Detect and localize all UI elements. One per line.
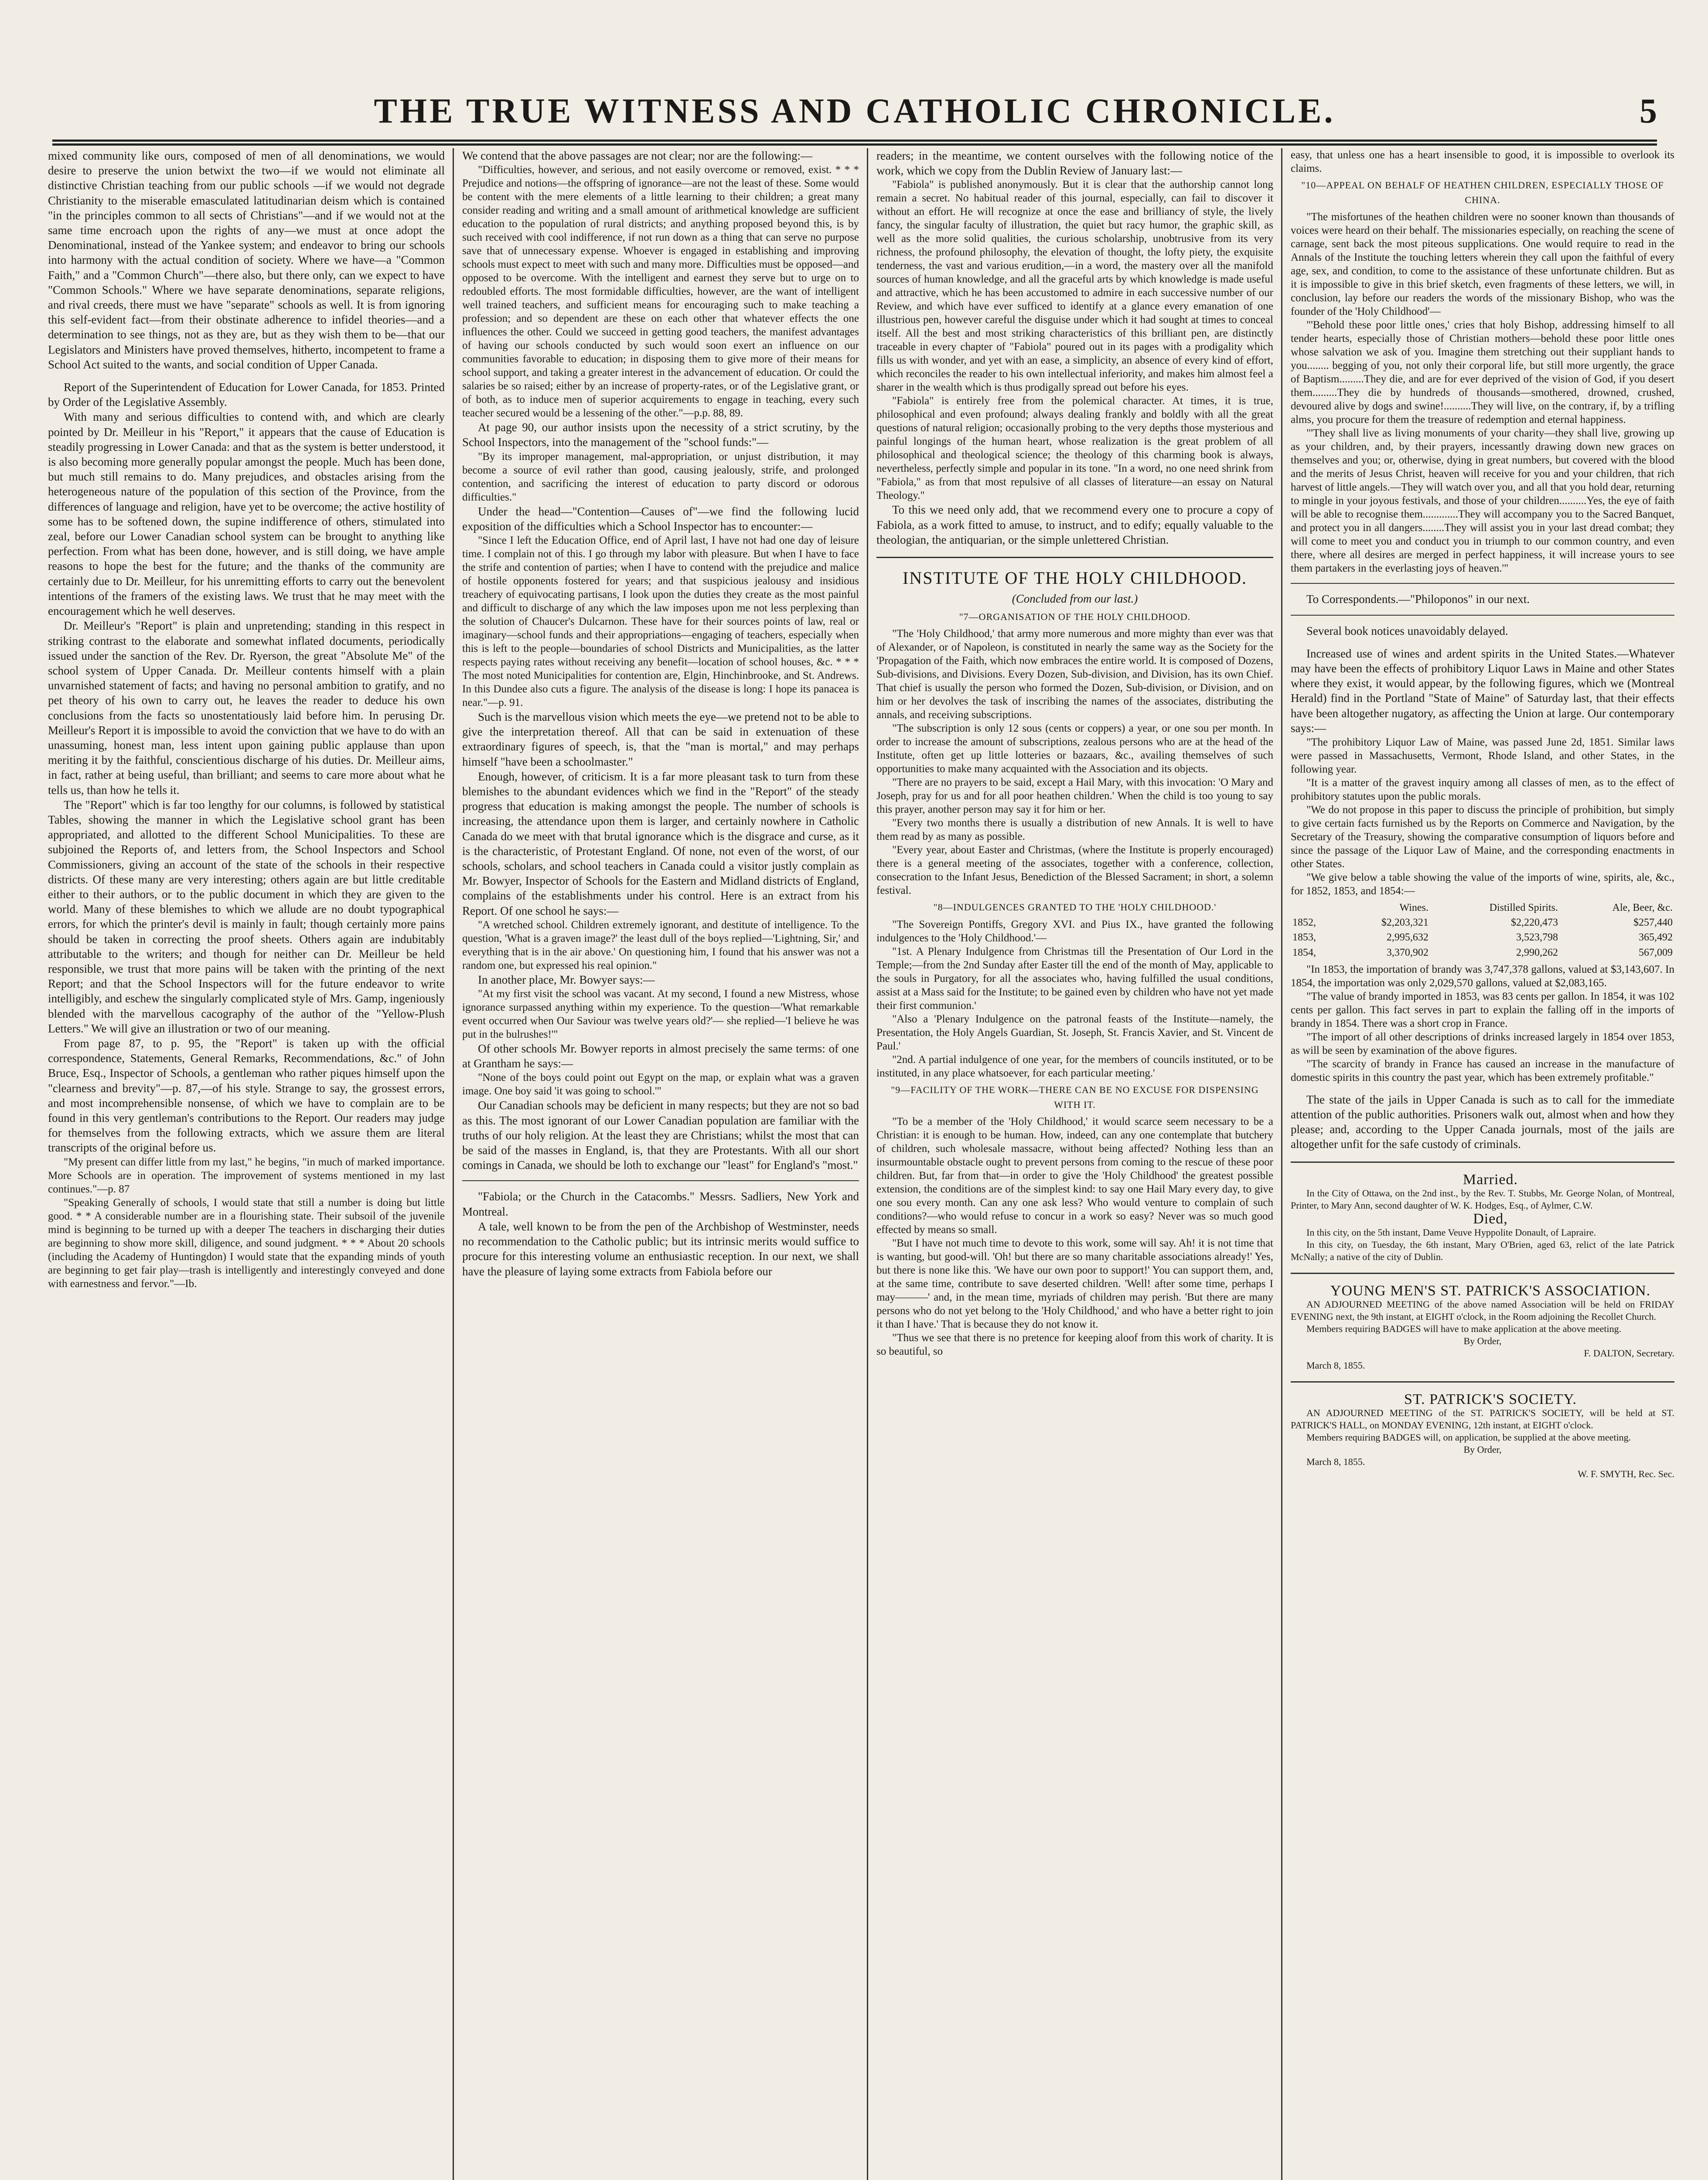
article-text: The "Report" which is far too lengthy for our columns, is followed by statistical Tables, showing the manner in which the Legislative school grant has been appropriated, and allotted to the different School Municipalities. To these are subjoined the Reports of, and letters from, the School Inspectors and School Commissioners, giving an account of the state of the schools in their respective districts. Of these many are very interesting; others again are but little creditable either to their authors, or to the public document in which they are given to the world. Many of these blemishes to which we allude are no doubt typographical errors, for which the printer's devil is mainly in fault; though certainly more pains should be taken in correcting the proof sheets. Others again are indubitably attributable to the writers; and though for neither can Dr. Meilleur be held responsible, we trust that more pains will be taken with the printing of the next Report; and that the School Inspectors will for the future endeavor to write intelligibly, and eschew the singularly complicated style of Mrs. Gamp, ingeniously blended with the marvellous cacography of the author of the "Yellow-Plush Letters." We will give an illustration or two of our meaning. bbox=[48, 798, 445, 1035]
table-cell: $2,203,321 bbox=[1381, 917, 1428, 929]
column-1 bbox=[48, 148, 445, 2180]
divider bbox=[462, 1180, 859, 1181]
table-header-cell: Distilled Spirits. bbox=[1489, 902, 1558, 914]
table-cell: 2,990,262 bbox=[1516, 947, 1558, 958]
article-text: Such is the marvellous vision which meets the eye—we pretend not to be able to give the interpretation thereof. All that can be said in extenuation of these extraordinary figures of speech, is, that the "man is mortal," and may perhaps himself "have been a schoolmaster." bbox=[462, 710, 859, 768]
died-notice: In this city, on the 5th instant, Dame Veuve Hyppolite Donault, of Lapraire. bbox=[1306, 1227, 1596, 1238]
died-heading: Died, bbox=[1473, 1210, 1508, 1227]
quotation: "There are no prayers to be said, except a Hail Mary, with this invocation: 'O Mary and Joseph, pray for us and for all poor heathen children.' When the child is too young to say this prayer, another person may say it for him or her. bbox=[876, 777, 1273, 816]
table-header-cell: Ale, Beer, &c. bbox=[1612, 902, 1673, 914]
signature: W. F. SMYTH, Rec. Sec. bbox=[1578, 1468, 1674, 1480]
article-text: readers; in the meantime, we content ourselves with the following notice of the work, which we copy from the Dublin Review of January last:— bbox=[876, 149, 1273, 177]
table-header-cell: Wines. bbox=[1399, 902, 1428, 914]
column-4 bbox=[1291, 148, 1674, 2180]
section-heading: "8—INDULGENCES GRANTED TO THE 'HOLY CHILDHOOD.' bbox=[933, 902, 1217, 913]
correspondents-note: To Correspondents.—"Philoponos" in our next. bbox=[1306, 593, 1530, 606]
column-3 bbox=[876, 148, 1273, 2180]
article-subheading: (Concluded from our last.) bbox=[1012, 592, 1138, 606]
column-divider bbox=[453, 148, 454, 2180]
married-heading: Married. bbox=[1463, 1171, 1518, 1188]
quotation: "A wretched school. Children extremely ignorant, and destitute of intelligence. To the question, 'What is a graven image?' the least dull of the boys replied—'Lightning, Sir,' and everything that is in the air above.' On questioning him, I found that his answer was not a random one, but expressed his real opinion." bbox=[462, 919, 859, 971]
by-order: By Order, bbox=[1463, 1444, 1502, 1455]
article-text: To this we need only add, that we recommend every one to procure a copy of Fabiola, as a work fitted to amuse, to instruct, and to edify; equally valuable to the theologian, the antiquarian, or the simple unlettered Christian. bbox=[876, 503, 1273, 546]
table-header-cell bbox=[1291, 900, 1339, 915]
table-cell: 1852, bbox=[1292, 917, 1316, 929]
quotation: "It is a matter of the gravest inquiry among all classes of men, as to the effect of prohibitory statutes upon the public morals. bbox=[1291, 777, 1674, 803]
divider bbox=[1291, 1381, 1674, 1383]
table-cell: 3,523,798 bbox=[1516, 932, 1558, 944]
table-row bbox=[1291, 930, 1674, 945]
quotation: "'They shall live as living monuments of your charity—they shall live, growing up as your children, and, by their prayers, incessantly drawing down new graces on themselves and you; or, otherwise, dying in great numbers, but covered with the blood and the merits of Jesus Christ, heaven will receive for you and your children, that rich harvest of little angels.—They will watch over you, and all that you hold dear, returning to mingle in your joyous festivals, and those of your children..........Yes, the eye of faith will be able to recognise them.............They will accompany you to the Sacred Banquet, and protect you in all dangers........They will assist you in your last dread combat; they will come to meet you and conduct you in triumph to our common country, and even there, where all desires are merged in perfect happiness, it will increase yours to see them partakers in the everlasting joys of heaven.'" bbox=[1291, 427, 1674, 575]
article-heading: Report of the Superintendent of Education for Lower Canada, for 1853. Printed by Order of the Legislative Assembly. bbox=[48, 381, 445, 409]
divider bbox=[876, 557, 1273, 558]
quotation: "The Sovereign Pontiffs, Gregory XVI. and Pius IX., have granted the following indulgences to the 'Holy Childhood.'— bbox=[876, 918, 1273, 944]
section-heading: "9—FACILITY OF THE WORK—THERE CAN BE NO EXCUSE FOR DISPENSING WITH IT. bbox=[891, 1084, 1259, 1110]
article-text: We contend that the above passages are not clear; nor are the following:— bbox=[462, 149, 813, 162]
society-notice: Members requiring BADGES will, on application, be supplied at the above meeting. bbox=[1306, 1432, 1631, 1443]
table-cell: $2,220,473 bbox=[1511, 917, 1558, 929]
column-2 bbox=[462, 148, 859, 2180]
table-row bbox=[1291, 915, 1674, 930]
association-notice: AN ADJOURNED MEETING of the above named Association will be held on FRIDAY EVENING next, the 9th instant, at EIGHT o'clock, in the Room adjoining the Recollet Church. bbox=[1291, 1299, 1674, 1322]
society-notice: AN ADJOURNED MEETING of the ST. PATRICK'S SOCIETY, will be held at ST. PATRICK'S HALL, on MONDAY EVENING, 12th instant, at EIGHT o'clock. bbox=[1291, 1407, 1674, 1431]
article-text: In another place, Mr. Bowyer says:— bbox=[478, 973, 655, 986]
column-divider bbox=[867, 148, 868, 2180]
article-text: A tale, well known to be from the pen of the Archbishop of Westminster, needs no recommendation to the Catholic public; but its intrinsic merits would suffice to procure for this interesting volume an enthusiastic reception. In our next, we shall have the pleasure of laying some extracts from Fabiola before our bbox=[462, 1219, 859, 1278]
quotation: "The misfortunes of the heathen children were no sooner known than thousands of voices were heard on their behalf. The missionaries especially, on reaching the scene of carnage, sent back the most piteous supplications. One would require to read in the Annals of the Institute the touching letters wherein they call upon the faithful of every age, sex, and condition, to come to the assistance of these unfortunate children. But as it is impossible to give in this brief sketch, even fragments of these letters, we will, in conclusion, lay before our readers the words of the missionary Bishop, who was the founder of the 'Holy Childhood'— bbox=[1291, 211, 1674, 318]
notice-date: March 8, 1855. bbox=[1306, 1360, 1365, 1371]
quotation: "Difficulties, however, and serious, and not easily overcome or removed, exist. * * * Prejudice and notions—the offspring of ignorance—are not the least of these. Some would be content with the mere elements of a little learning to their children; a great many consider reading and writing and a small amount of arithmetical knowledge are sufficient education to the population of rural districts; and anything proposed beyond this, is by such received with cool indifference, if not run down as a thing that can serve no purpose save that of unnecessary expense. Whoever is engaged in establishing and improving schools must expect to meet with such and many more. Difficulties must be opposed—and opposed to be overcome. With the intelligent and earnest they serve but to urge on to redoubled efforts. The most formidable difficulties, however, are the want of intelligent well trained teachers, and sufficient means for encouraging such to make teaching a profession; and so dependent are these on each other that whatever effects the one influences the other. Could we succeed in getting good teachers, the manifest advantages of having our schools conducted by such would soon exert an influence on our communities favorable to education; in disposing them to give more of their means for school support, and taking a greater interest in the advancement of education. Or could the salaries be so raised; either by an increase of property-rates, or of the Legislative grant, or of both, as to induce men of superior acquirements to engage in teaching, every such teacher secured would be a lessening of the other."—p.p. 88, 89. bbox=[462, 164, 859, 419]
quotation: "Fabiola" is entirely free from the polemical character. At times, it is true, philosophical and even profound; always dealing frankly and boldly with all the great questions of natural religion; occasionally probing to the very depths those mysterious and painful longings of the human heart, whose realization is the great problem of all philosophical and theological science; the theology of this charming book is always, nevertheless, perfectly simple and popular in its tone. "In a word, no one need shrink from "Fabiola," as from that most repulsive of all classes of literature—an essay on Natural Theology." bbox=[876, 395, 1273, 502]
section-heading: "7—ORGANISATION OF THE HOLY CHILDHOOD. bbox=[959, 611, 1191, 623]
quotation: "The value of brandy imported in 1853, was 83 cents per gallon. In 1854, it was 102 cents per gallon. This fact serves in part to explain the falling off in the imports of brandy in 1854. There was a short crop in France. bbox=[1291, 990, 1674, 1029]
section-heading: "10—APPEAL ON BEHALF OF HEATHEN CHILDREN, ESPECIALLY THOSE OF CHINA. bbox=[1301, 180, 1664, 206]
quotation: easy, that unless one has a heart insensible to good, it is impossible to overlook its claims. bbox=[1291, 149, 1674, 174]
page-number: 5 bbox=[1640, 92, 1657, 130]
table-cell: $257,440 bbox=[1633, 917, 1673, 929]
table-cell: 1854, bbox=[1292, 947, 1316, 958]
article-text: The state of the jails in Upper Canada is such as to call for the immediate attention of the public authorities. Prisoners walk out, almost when and how they please; and, according to the Upper Canada journals, most of the jails are altogether unfit for the safe custody of criminals. bbox=[1291, 1093, 1674, 1151]
quotation: "To be a member of the 'Holy Childhood,' it would scarce seem necessary to be a Christian: it is enough to be human. How, indeed, can any one contemplate that butchery of children, such wholesale massacre, without being affected? Nothing less than an insurmountable obstacle ought to prevent persons from coming to the rescue of these poor children. But, far from that—in order to give the 'Holy Childhood' the greatest possible extension, the conditions are of the simplest kind: to say one Hail Mary every day, to give one sou every month. Can any one ask less? Who would venture to complain of such conditions?—who would refuse to concur in a work so easy? Never was so much good effected by means so small. bbox=[876, 1116, 1273, 1236]
quotation: "My present can differ little from my last," he begins, "in much of marked importance. More Schools are in operation. The improvement of systems mentioned in my last continues."—p. 87 bbox=[48, 1156, 445, 1195]
by-order: By Order, bbox=[1463, 1335, 1502, 1347]
quotation: "2nd. A partial indulgence of one year, for the members of councils instituted, or to be instituted, in any place whatsoever, for each particular meeting.' bbox=[876, 1053, 1273, 1079]
quotation: "By its improper management, mal-appropriation, or unjust distribution, it may become a source of evil rather than good, causing jealously, strife, and prolonged contention, and sacrificing the interest of education to party discord or odorous difficulties." bbox=[462, 450, 859, 503]
article-text: Our Canadian schools may be deficient in many respects; but they are not so bad as this. The most ignorant of our Lower Canadian population are familiar with the truths of our holy religion. At the least they are Christians; whilst the most that can be said of the masses in England, is, that they are Protestants. With all our short comings in Canada, we should be loth to exchange our "least" for England's "most." bbox=[462, 1099, 859, 1172]
article-text: From page 87, to p. 95, the "Report" is taken up with the official correspondence, Statements, General Remarks, Recommendations, &c." of John Bruce, Esq., Inspector of Schools, a gentleman who rather piques himself upon the "clearness and brevity"—p. 87,—of his style. Strange to say, the grossest errors, and most incomprehensible nonsense, of which we have to complain are to be found in this very gentleman's contributions to the Report. Our readers may judge for themselves from the following extracts, which we assure them are literal transcripts of the original before us. bbox=[48, 1036, 445, 1155]
signature: F. DALTON, Secretary. bbox=[1584, 1348, 1674, 1359]
column-divider bbox=[1281, 148, 1282, 2180]
notices-note: Several book notices unavoidably delayed. bbox=[1306, 624, 1508, 637]
quotation: "Thus we see that there is no pretence for keeping aloof from this work of charity. It is so beautiful, so bbox=[876, 1332, 1273, 1358]
quotation: "Every year, about Easter and Christmas, (where the Institute is properly encouraged) there is a general meeting of the associates, together with a conference, collection, consecration to the Infant Jesus, Benediction of the Blessed Sacrament; in short, a solemn festival. bbox=[876, 844, 1273, 897]
table-cell: 3,370,902 bbox=[1386, 947, 1428, 958]
article-heading: INSTITUTE OF THE HOLY CHILDHOOD. bbox=[903, 568, 1247, 588]
table-header-row bbox=[1291, 900, 1674, 915]
quotation: "The scarcity of brandy in France has caused an increase in the manufacture of domestic spirits in this country the past year, which has been extremely profitable." bbox=[1291, 1058, 1674, 1083]
divider bbox=[1291, 615, 1674, 616]
quotation: "Speaking Generally of schools, I would state that still a number is doing but little good. * * A considerable number are in a flourishing state. Their subsoil of the juvenile mind is beginning to be turned up with a deeper The teachers in discharging their duties are beginning to show more skill, diligence, and sound judgment. * * * About 20 schools (including the Academy of Huntingdon) I would state that the expanding minds of youth are beginning to get fair play—trash is intelligently and interestingly conveyed and done with earnestness and fervor."—Ib. bbox=[48, 1196, 445, 1290]
quotation: "We give below a table showing the value of the imports of wine, spirits, ale, &c., for 1852, 1853, and 1854:— bbox=[1291, 872, 1674, 897]
notice-date: March 8, 1855. bbox=[1306, 1456, 1365, 1468]
quotation: "The import of all other descriptions of drinks increased largely in 1854 over 1853, as will be seen by examination of the above figures. bbox=[1291, 1031, 1674, 1056]
article-text: Of other schools Mr. Bowyer reports in almost precisely the same terms: of one at Grantham he says:— bbox=[462, 1042, 859, 1070]
table-cell: 1853, bbox=[1292, 932, 1316, 944]
quotation: "'Behold these poor little ones,' cries that holy Bishop, addressing himself to all tender hearts, especially those of Christian mothers—behold these poor little ones whose salvation we ask of you. Imagine them stretching out their suppliant hands to you........ begging of you, not only their corporal life, but still more urgently, the grace of Baptism.........They die, and are for ever deprived of the vision of God, if you desert them.........They die by hundreds of thousands—smothered, drowned, crushed, devoured alive by dogs and swine!..........They will live, on the contrary, if, by a trifling alms, you procure for them the treasure of redemption and eternal happiness. bbox=[1291, 319, 1674, 426]
quotation: "The 'Holy Childhood,' that army more numerous and more mighty than ever was that of Alexander, or of Napoleon, is constituted in nearly the same way as the Society for the 'Propagation of the Faith, which now embraces the entire world. It is composed of Dozens, Sub-divisions, and Divisions. Every Dozen, Sub-division, and Division, has its own Chief. That chief is usually the person who formed the Dozen, Sub-division, or Division, and on him or her devolves the task of inscribing the names of the associates, distributing the annals, and receiving subscriptions. bbox=[876, 628, 1273, 721]
association-heading: YOUNG MEN'S ST. PATRICK'S ASSOCIATION. bbox=[1330, 1283, 1651, 1299]
newspaper-title: THE TRUE WITNESS AND CATHOLIC CHRONICLE. bbox=[374, 92, 1336, 130]
article-text: Under the head—"Contention—Causes of"—we find the following lucid exposition of the difficulties which a School Inspector has to encounter:— bbox=[462, 504, 859, 533]
article-text: Enough, however, of criticism. It is a far more pleasant task to turn from these blemishes to the abundant evidences which we find in the "Report" of the steady progress that education is making amongst the people. The number of schools is increasing, the attendance upon them is larger, and certainly nowhere in Catholic Canada do we meet with that brutal ignorance which is the disgrace and curse, as it is the characteristic, of Protestant England. Of none, not even of the worst, of our schools, scholars, and school teachers in Canada could a visitor justly complain as Mr. Bowyer, Inspector of Schools for the Eastern and Midland districts of England, complains of the establishments under his control. Here is an extract from his Report. Of one school he says:— bbox=[462, 770, 859, 917]
died-notice: In this city, on Tuesday, the 6th instant, Mary O'Brien, aged 63, relict of the late Patrick McNally; a native of the city of Dublin. bbox=[1291, 1239, 1674, 1263]
article-text: Increased use of wines and ardent spirits in the United States.—Whatever may have been the effects of prohibitory Liquor Laws in Maine and other States where they exist, it would appear, by the following figures, which we (Montreal Herald) find in the Portland "State of Maine" of Saturday last, that their effects have been altogether nugatory, as affecting the Union at large. Our contemporary says:— bbox=[1291, 647, 1674, 735]
quotation: "The prohibitory Liquor Law of Maine, was passed June 2d, 1851. Similar laws were passed in Massachusetts, Vermont, Rhode Island, and other States, in the following year. bbox=[1291, 736, 1674, 776]
quotation: "The subscription is only 12 sous (cents or coppers) a year, or one sou per month. In order to increase the amount of subscriptions, zealous persons who are at the head of the Institute, often get up little lotteries or bazaars, &c., availing themselves of such opportunities to make many acquainted with the Association and its objects. bbox=[876, 722, 1273, 775]
quotation: "Since I left the Education Office, end of April last, I have not had one day of leisure time. I complain not of this. I go through my labor with pleasure. But when I have to face the strife and contention of parties; when I have to contend with the prejudice and malice of hostile opponents fostered for years; and that suspicious jealousy and insidious treachery of equivocating partisans, I look upon the duties they create as the most painful and difficult to discharge of any which the law imposes upon me not less perplexing than the solution of Chaucer's Dulcarnon. These have for their sources points of law, real or imaginary—school funds and their appropriations—engaging of teachers, especially when this is left to the people—boundaries of school Districts and Municipalities, as the latter respects paying rates without receiving any benefit—location of school houses, &c. * * * The most noted Municipalities for contention are, Elgin, Hinchinbrooke, and St. Andrews. In this Dundee also cuts a figure. The analysis of the disease is long: I hope its panacea is near."—p. 91. bbox=[462, 535, 859, 709]
article-text: At page 90, our author insists upon the necessity of a strict scrutiny, by the School Inspectors, into the management of the "school funds:"— bbox=[462, 421, 859, 449]
quotation: "Also a 'Plenary Indulgence on the patronal feasts of the Institute—namely, the Presentation, the Holy Angels Guardian, St. Joseph, St. Francis Xavier, and St. Vincent de Paul.' bbox=[876, 1013, 1273, 1052]
divider bbox=[1291, 583, 1674, 584]
masthead bbox=[52, 74, 1657, 146]
society-heading: ST. PATRICK'S SOCIETY. bbox=[1404, 1391, 1577, 1408]
article-text: mixed community like ours, composed of men of all denominations, we would desire to preserve the union betwixt the two—if we would not eliminate all distinctive Christian teaching from our public schools —if we would not degrade Christianity to the miserable emasculated latitudinarian deism which is contained "in the principles common to all sects of Christians"—and if we would not at the same time encroach upon the rights of any—we must at once adopt the Denominational, instead of the Yankee system; and endeavor to bring our schools into harmony with the actual condition of society. Where we have—a "Common Faith," and a "Common Church"—there also, but there only, can we expect to have "Common Schools." Where we have separate denominations, separate religions, and rival creeds, there must we have "separate" schools as well. It is from ignoring this self-evident fact—from their obstinate adherence to infidel theories—and a determination to see things, not as they are, but as they wish them to be—that our Legislators and Ministers have proved themselves, hitherto, incompetent to frame a School Act suited to the wants, and social condition of Upper Canada. bbox=[48, 149, 445, 371]
divider bbox=[1291, 1162, 1674, 1163]
table-cell: 567,009 bbox=[1639, 947, 1673, 958]
married-notice: In the City of Ottawa, on the 2nd inst., by the Rev. T. Stubbs, Mr. George Nolan, of Montreal, Printer, to Mary Ann, second daughter of W. K. Hodges, Esq., of Aylmer, C.W. bbox=[1291, 1187, 1674, 1211]
quotation: "But I have not much time to devote to this work, some will say. Ah! it is not time that is wanting, but good-will. 'Oh! but there are so many charitable associations already!' Yes, but there is none like this. 'We have our own poor to support!' You can support them, and, at the same time, contribute to save deserted children. 'Well! after some time, perhaps I may———' and, in the mean time, myriads of children may perish. 'But there are many persons who do not yet belong to the 'Holy Childhood,' and who have a better right to join it than I have.' That is because they do not know it. bbox=[876, 1237, 1273, 1331]
association-notice: Members requiring BADGES will have to make application at the above meeting. bbox=[1306, 1323, 1622, 1335]
table-cell: 365,492 bbox=[1639, 932, 1673, 944]
article-text: Dr. Meilleur's "Report" is plain and unpretending; standing in this respect in striking contrast to the elaborate and somewhat inflated documents, periodically issued under the sanction of the Rev. Dr. Ryerson, the great "Absolute Me" of the school system of Upper Canada. Dr. Meilleur contents himself with a plain unvarnished statement of facts; and having no personal ambition to gratify, and no pet theory of his own to carry out, he leaves the reader to deduce his own conclusions from the facts so unostentatiously laid before him. In perusing Dr. Meilleur's Report it is impossible to avoid the conviction that we have to do with an unassuming, honest man, less intent upon gaining public applause than upon meriting it by the faithful, conscientious discharge of his duties. Dr. Meilleur aims, in fact, rather at being useful, than brilliant; and seems to care more about what he tells us, than how he tells it. bbox=[48, 619, 445, 797]
quotation: "None of the boys could point out Egypt on the map, or explain what was a graven image. One boy said 'it was going to school.'" bbox=[462, 1072, 859, 1097]
article-heading: "Fabiola; or the Church in the Catacombs." Messrs. Sadliers, New York and Montreal. bbox=[462, 1190, 859, 1218]
quotation: "We do not propose in this paper to discuss the principle of prohibition, but simply to give certain facts furnished us by the Reports on Commerce and Navigation, by the Secretary of the Treasury, showing the comparative consumption of liquors before and since the passage of the Liquor Law of Maine, and the corresponding enactments in other States. bbox=[1291, 804, 1674, 870]
quotation: "At my first visit the school was vacant. At my second, I found a new Mistress, whose ignorance surpassed anything within my experience. To the question—'What remarkable event occurred when Our Saviour was twelve years old?'— she replied—'I believe he was put in the bulrushes!'" bbox=[462, 988, 859, 1041]
table-row bbox=[1291, 945, 1674, 960]
quotation: "Every two months there is usually a distribution of new Annals. It is well to have them read by as many as possible. bbox=[876, 817, 1273, 843]
quotation: "1st. A Plenary Indulgence from Christmas till the Presentation of Our Lord in the Temple;—from the 2nd Sunday after Easter till the end of the month of May, applicable to the souls in Purgatory, for all the associates who, having fulfilled the usual conditions, assist at a Mass said for the Institute; to be gained even by children who have not yet made their first communion.' bbox=[876, 945, 1273, 1012]
divider bbox=[1291, 1273, 1674, 1274]
table-cell: 2,995,632 bbox=[1386, 932, 1428, 944]
quotation: "Fabiola" is published anonymously. But it is clear that the authorship cannot long remain a secret. No habitual reader of this journal, especially, can fail to discover it without an effort. He will recognize at once the ease and brilliancy of style, the lively fancy, the singular faculty of illustration, the quiet but racy humor, the graphic skill, as well as the more solid qualities, the curious scholarship, unobtrusive from its very richness, the profound philosophy, the elevation of thought, the lofty piety, the exquisite tenderness, the vast and various erudition,—in a word, the mastery over all the manifold sources of human knowledge, and all the graceful arts by which knowledge is made useful and attractive, which he has been accustomed to admire in each successive number of our Review, and which have ever sufficed to identify at a glance every emanation of one illustrious pen, however careful the disguise under which it had sought at times to conceal itself. All the best and most striking characteristics of this brilliant pen, are distinctly traceable in every chapter of "Fabiola" poured out in its pages with a prodigality which fills us with wonder, and yet with an ease, a simplicity, an absence of every kind of effort, which reconciles the reader to his own intellectual inferiority, and makes him almost feel a sharer in the wealth which is thus prodigally spread out before his eyes. bbox=[876, 179, 1273, 394]
imports-table bbox=[1291, 900, 1674, 960]
article-text: With many and serious difficulties to contend with, and which are clearly pointed by Dr. Meilleur in his "Report," it appears that the cause of Education is steadily progressing in Lower Canada: and that as the system is better understood, it is also becoming more generally popular amongst the people. Much has been done, but much still remains to do. Many prejudices, and obstacles arising from the heterogeneous nature of the population of this section of the Province, from the differences of language and religion, have yet to be overcome; the active hostility of some has to be softened down, the supine indifference of others, stimulated into zeal, before our Lower Canadian school system can be brought to anything like perfection. From what has been done, however, and is still doing, we have ample reasons to hope the best for the future; and the thanks of the community are certainly due to Dr. Meilleur, for his unremitting efforts to carry out the benevolent intentions of the framers of the existing laws. We trust that he may meet with the encouragement which he well deserves. bbox=[48, 410, 445, 618]
quotation: "In 1853, the importation of brandy was 3,747,378 gallons, valued at $3,143,607. In 1854, the importation was only 2,029,570 gallons, valued at $2,083,165. bbox=[1291, 963, 1674, 989]
